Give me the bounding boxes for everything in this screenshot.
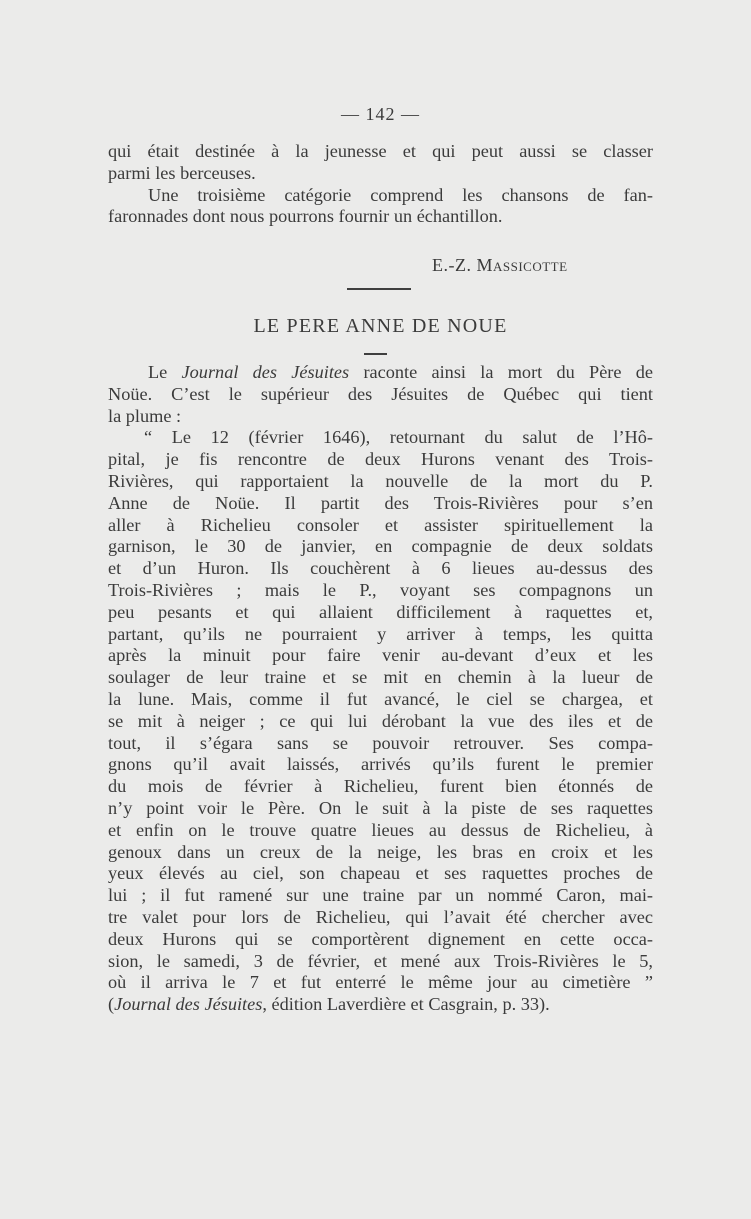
text-line: et d’un Huron. Ils couchèrent à 6 lieues au-dessus des (108, 558, 653, 579)
author-signature (432, 255, 568, 276)
text-line-first (108, 362, 653, 384)
text-line: qui était destinée à la jeunesse et qui peut aussi se classer (108, 141, 653, 161)
line-prefix: Le (148, 362, 168, 382)
text-line: Trois-Rivières ; mais le P., voyant ses compagnons un (108, 579, 653, 600)
text-line: lui ; il fut ramené sur une traine par un nommé Caron, mai- (108, 885, 653, 906)
text-line: la plume : (108, 405, 182, 426)
text-line: sion, le samedi, 3 de février, et mené aux Trois-Rivières le 5, (108, 950, 653, 971)
text-line: garnison, le 30 de janvier, en compagnie de deux soldats (108, 536, 653, 557)
section-divider (347, 288, 411, 290)
author-surname: Massicotte (476, 255, 568, 275)
text-line: du mois de février à Richelieu, furent bien étonnés de (108, 776, 653, 797)
citation-line (108, 994, 653, 1016)
text-line: parmi les berceuses. (108, 162, 256, 183)
page-number: — 142 — (341, 104, 420, 124)
text-line: Rivières, qui rapportaient la nouvelle de la mort du P. (108, 470, 653, 491)
article-body (108, 362, 653, 1016)
citation-journal-title: Journal des Jésuites (114, 994, 263, 1015)
text-line: gnons qu’il avait laissés, arrivés qu’ils furent le premier (108, 754, 653, 775)
text-line: après la minuit pour faire venir au-devant d’eux et les (108, 645, 653, 666)
text-line: genoux dans un creux de la neige, les bras en croix et les (108, 841, 653, 862)
text-line: se mit à neiger ; ce qui lui dérobant la vue des iles et de (108, 710, 653, 731)
text-line: pital, je fis rencontre de deux Hurons venant des Trois- (108, 449, 653, 470)
line-suffix: raconte ainsi la mort du Père de (363, 362, 654, 382)
text-line: aller à Richelieu consoler et assister spirituellement la (108, 514, 653, 535)
text-line: faronnades dont nous pourrons fournir un échantillon. (108, 206, 503, 227)
citation-rest: , édition Laverdière et Casgrain, p. 33). (262, 994, 550, 1015)
text-line: et enfin on le trouve quatre lieues au dessus de Richelieu, à (108, 819, 653, 840)
article-title: LE PERE ANNE DE NOUE (253, 315, 508, 337)
text-line: peu pesants et qui allaient difficilement à raquettes et, (108, 601, 653, 622)
text-line: tout, il s’égara sans se pouvoir retrouver. Ses compa- (108, 732, 653, 753)
text-line: soulager de leur traine et se mit en chemin à la lueur de (108, 667, 653, 688)
text-line: deux Hurons qui se comportèrent dignement en cette occa- (108, 928, 653, 949)
intro-paragraphs (108, 141, 653, 228)
title-dash (364, 353, 387, 355)
text-line: partant, qu’ils ne pourraient y arriver à temps, les quitta (108, 623, 653, 644)
author-initials: E.-Z. (432, 255, 472, 275)
text-line: où il arriva le 7 et fut enterré le même jour au cimetière ” (108, 972, 653, 993)
text-line: la lune. Mais, comme il fut avancé, le ciel se chargea, et (108, 688, 653, 709)
text-line: Noüe. C’est le supérieur des Jésuites de Québec qui tient (108, 383, 653, 404)
citation-open: ( (108, 994, 115, 1015)
text-line: tre valet pour lors de Richelieu, qui l’avait été chercher avec (108, 906, 653, 927)
text-line: n’y point voir le Père. On le suit à la piste de ses raquettes (108, 797, 653, 818)
text-line: Une troisième catégorie comprend les chansons de fan- (148, 184, 653, 205)
text-line: yeux élevés au ciel, son chapeau et ses raquettes proches de (108, 863, 653, 884)
text-line: “ Le 12 (février 1646), retournant du salut de l’Hô- (144, 427, 653, 448)
text-line: Anne de Noüe. Il partit des Trois-Rivières pour s’en (108, 492, 653, 513)
journal-title: Journal des Jésuites (181, 362, 350, 382)
